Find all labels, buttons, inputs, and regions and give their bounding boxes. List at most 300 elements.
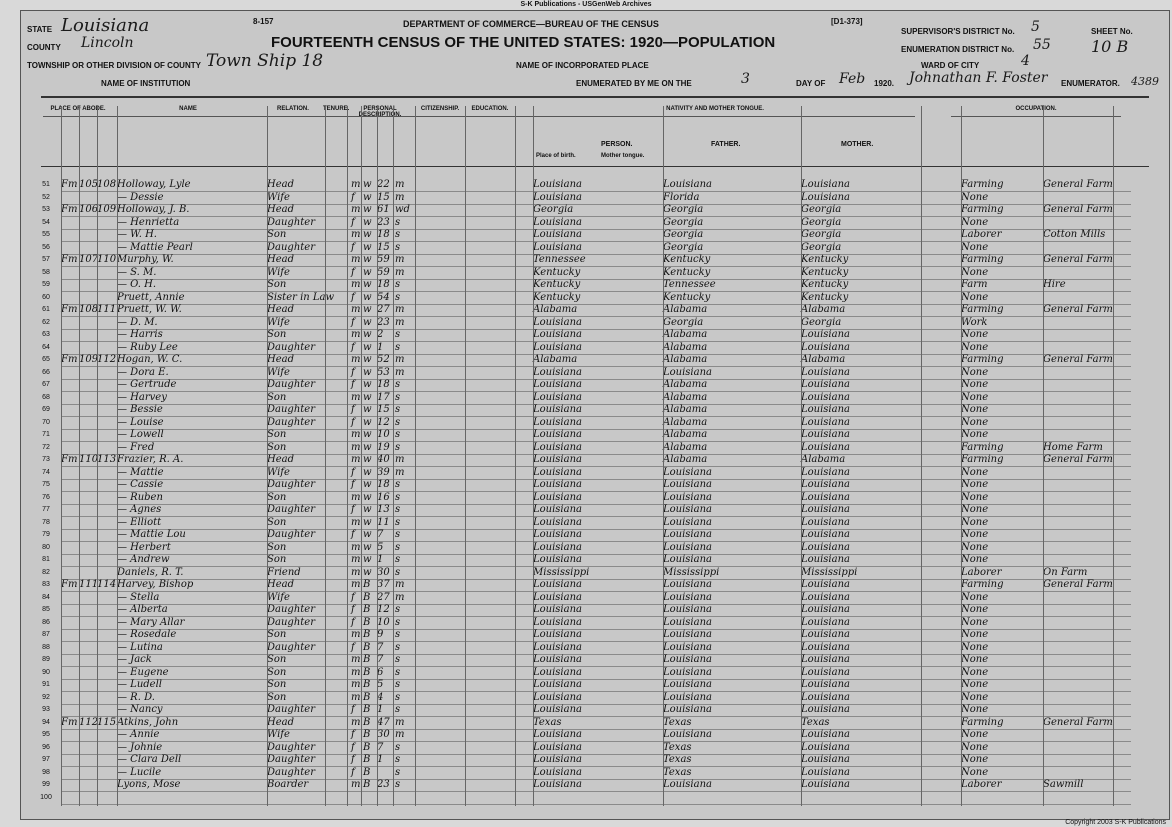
cell-f: [97, 642, 115, 654]
column-rule: [533, 106, 534, 806]
cell-fb: Tennessee: [663, 279, 716, 290]
cell-race: w: [363, 454, 372, 465]
cell-fb: Louisiana: [663, 479, 712, 490]
cell-f: [97, 529, 115, 541]
cell-f: [97, 592, 115, 604]
line-number: 95: [42, 731, 50, 738]
cell-race: B: [363, 641, 371, 653]
cell-race: w: [363, 566, 372, 578]
cell-h: [79, 492, 97, 504]
cell-race: w: [363, 441, 372, 453]
cell-birth: Louisiana: [533, 554, 582, 565]
cell-fb: Louisiana: [663, 179, 712, 190]
cell-ms: m: [395, 454, 405, 465]
cell-age: 52: [377, 354, 390, 365]
cell-age: 7: [377, 654, 384, 665]
cell-mb: Louisiana: [801, 479, 850, 490]
cell-f: [97, 692, 115, 704]
line-number: 51: [42, 181, 50, 188]
table-row: [42, 454, 1131, 467]
cell-name: Holloway, Lyle: [117, 179, 191, 190]
cell-occ: None: [961, 641, 989, 653]
cell-race: w: [363, 329, 372, 340]
line-number: 57: [42, 256, 50, 263]
cell-name: — Cassie: [117, 479, 164, 490]
cell-rel: Daughter: [267, 704, 315, 715]
cell-ms: s: [395, 404, 401, 415]
cell-h: [79, 567, 97, 579]
cell-f: [97, 292, 115, 304]
cell-f: [97, 604, 115, 616]
cell-ms: m: [395, 179, 405, 190]
cell-fb: Alabama: [663, 304, 708, 315]
cell-mb: Louisiana: [801, 579, 850, 590]
cell-dw: [61, 592, 79, 604]
cell-h: 106: [79, 204, 99, 215]
cell-h: [79, 479, 97, 491]
cell-birth: Louisiana: [533, 729, 582, 740]
line-number: 100: [40, 793, 52, 801]
cell-age: 47: [377, 716, 390, 728]
cell-age: 5: [377, 541, 384, 553]
cell-h: [79, 667, 97, 679]
cell-name: — W. H.: [117, 229, 157, 240]
column-number-rule: [41, 166, 1149, 167]
line-number: 82: [42, 568, 50, 576]
cell-mb: Louisiana: [801, 691, 850, 703]
cell-f: [97, 329, 115, 341]
cell-ind: [1043, 242, 1113, 254]
cell-name: — Eugene: [117, 666, 169, 678]
cell-occ: None: [961, 504, 989, 515]
table-row: [42, 254, 1131, 267]
cell-fb: Georgia: [663, 204, 704, 215]
cell-race: B: [363, 679, 371, 690]
cell-rel: Head: [267, 579, 295, 590]
column-rule: [361, 106, 362, 806]
cell-occ: None: [961, 216, 989, 228]
cell-sex: m: [351, 254, 361, 265]
cell-fb: Louisiana: [663, 641, 712, 653]
cell-name: — Ruby Lee: [117, 341, 178, 353]
cell-sex: f: [351, 366, 355, 378]
cell-birth: Alabama: [533, 304, 578, 315]
cell-sex: m: [351, 391, 361, 403]
line-number: 53: [42, 206, 50, 213]
cell-birth: Louisiana: [533, 416, 582, 428]
cell-dw: [61, 567, 79, 579]
table-row: [42, 566, 1131, 580]
cell-rel: Head: [267, 716, 295, 728]
cell-occ: Farming: [961, 179, 1004, 190]
cell-f: [97, 567, 115, 579]
line-number: 56: [42, 243, 50, 251]
cell-birth: Louisiana: [533, 629, 582, 640]
cell-ind: [1043, 629, 1113, 641]
cell-age: 18: [377, 379, 390, 390]
cell-age: 15: [377, 404, 390, 415]
cell-h: [79, 754, 97, 766]
cell-sex: m: [351, 566, 361, 578]
cell-mb: Louisiana: [801, 616, 850, 628]
cell-dw: [61, 492, 79, 504]
cell-dw: [61, 642, 79, 654]
table-row: [42, 279, 1131, 292]
cell-occ: Farming: [961, 204, 1004, 215]
table-row: [42, 416, 1131, 430]
cell-h: 111: [79, 579, 99, 590]
line-number: 52: [42, 193, 50, 201]
cell-race: B: [363, 591, 371, 603]
cell-birth: Louisiana: [533, 679, 582, 690]
cell-name: — Herbert: [117, 541, 171, 553]
line-number: 88: [42, 643, 50, 651]
cell-h: [79, 417, 97, 429]
cell-fb: Georgia: [663, 316, 704, 328]
cell-age: 17: [377, 391, 390, 403]
cell-f: [97, 667, 115, 679]
cell-h: 107: [79, 254, 99, 265]
table-row: [42, 604, 1131, 617]
cell-dw: [61, 342, 79, 354]
cell-sex: m: [351, 491, 361, 503]
cell-ind: Hire: [1043, 279, 1066, 290]
cell-h: [79, 192, 97, 204]
cell-age: 18: [377, 229, 390, 240]
cell-name: — S. M.: [117, 266, 157, 278]
line-number: 98: [42, 768, 50, 776]
cell-sex: m: [351, 516, 361, 528]
cell-rel: Son: [267, 516, 287, 528]
cell-name: — Ludell: [117, 679, 162, 690]
table-row: [42, 779, 1131, 792]
cell-dw: [61, 217, 79, 229]
cell-ind: [1043, 767, 1113, 779]
cell-f: 112: [97, 354, 117, 365]
cell-mb: Georgia: [801, 229, 842, 240]
cell-age: 4: [377, 691, 384, 703]
cell-name: — Bessie: [117, 404, 163, 415]
cell-ms: s: [395, 779, 401, 790]
cell-fb: Alabama: [663, 329, 708, 340]
cell-rel: Wife: [267, 591, 290, 603]
cell-rel: Head: [267, 204, 295, 215]
cell-rel: Wife: [267, 266, 290, 278]
cell-race: w: [363, 379, 372, 390]
cell-ind: General Farm: [1043, 179, 1113, 190]
cell-sex: f: [351, 754, 355, 765]
cell-f: [97, 392, 115, 404]
cell-occ: None: [961, 629, 989, 640]
cell-sex: f: [351, 291, 355, 303]
header-rule: [41, 96, 1149, 99]
cell-dw: Fm: [61, 579, 78, 590]
column-rule: [377, 106, 378, 806]
census-table: [40, 179, 1131, 804]
cell-h: [79, 329, 97, 341]
cell-race: w: [363, 429, 372, 440]
cell-occ: Farming: [961, 716, 1004, 728]
cell-h: [79, 779, 97, 791]
cell-name: Harvey, Bishop: [117, 579, 194, 590]
cell-sex: f: [351, 404, 355, 415]
cell-birth: Louisiana: [533, 391, 582, 403]
cell-mb: Alabama: [801, 304, 846, 315]
table-row: [42, 191, 1131, 205]
cell-birth: Louisiana: [533, 179, 582, 190]
cell-f: [97, 467, 115, 479]
cell-name: — Mattie Pearl: [117, 241, 193, 253]
cell-rel: Daughter: [267, 479, 315, 490]
cell-fb: Kentucky: [663, 291, 711, 303]
column-rule: [961, 106, 962, 806]
cell-mb: Louisiana: [801, 704, 850, 715]
cell-dw: [61, 617, 79, 629]
cell-rel: Daughter: [267, 241, 315, 253]
table-row: [42, 504, 1131, 517]
table-row: [42, 529, 1131, 542]
cell-ms: m: [395, 466, 405, 478]
line-number: 83: [42, 581, 50, 588]
cell-f: [97, 492, 115, 504]
cell-race: w: [363, 216, 372, 228]
cell-ind: [1043, 467, 1113, 479]
cell-h: [79, 729, 97, 741]
cell-ms: s: [395, 216, 401, 228]
cell-dw: Fm: [61, 254, 78, 265]
cell-h: [79, 217, 97, 229]
column-rule: [663, 106, 664, 806]
cell-name: — Dora E.: [117, 366, 169, 378]
ward-label: WARD OF CITY: [921, 61, 980, 70]
cell-h: [79, 617, 97, 629]
cell-mb: Louisiana: [801, 366, 850, 378]
cell-occ: Laborer: [961, 779, 1002, 790]
cell-h: [79, 292, 97, 304]
cell-f: [97, 554, 115, 566]
column-rule: [117, 106, 118, 806]
cell-ms: s: [395, 691, 401, 703]
column-rule: [79, 106, 80, 806]
cell-ms: m: [395, 316, 405, 328]
cell-age: 18: [377, 279, 390, 290]
cell-h: [79, 704, 97, 716]
line-number: 61: [42, 306, 50, 313]
cell-occ: None: [961, 704, 989, 715]
cell-f: [97, 517, 115, 529]
table-row: [42, 579, 1131, 592]
cell-race: w: [363, 541, 372, 553]
cell-name: — Louise: [117, 416, 164, 428]
cell-name: — Mattie: [117, 466, 164, 478]
table-row: [42, 541, 1131, 555]
cell-name: — Lowell: [117, 429, 164, 440]
cell-sex: f: [351, 379, 355, 390]
cell-birth: Louisiana: [533, 404, 582, 415]
cell-mb: Louisiana: [801, 754, 850, 765]
cell-birth: Kentucky: [533, 291, 581, 303]
cell-rel: Wife: [267, 466, 290, 478]
cell-fb: Louisiana: [663, 554, 712, 565]
cell-name: — Nancy: [117, 704, 163, 715]
cell-fb: Louisiana: [663, 679, 712, 690]
cell-dw: [61, 742, 79, 754]
mother-subhead: MOTHER.: [841, 141, 874, 148]
line-number: 97: [42, 756, 50, 763]
cell-name: Murphy, W.: [117, 254, 174, 265]
cell-mb: Louisiana: [801, 741, 850, 753]
cell-birth: Louisiana: [533, 616, 582, 628]
incorporated-label: NAME OF INCORPORATED PLACE: [516, 61, 649, 70]
cell-race: w: [363, 316, 372, 328]
cell-f: [97, 654, 115, 666]
cell-ms: s: [395, 341, 401, 353]
cell-race: B: [363, 691, 371, 703]
cell-sex: [351, 792, 361, 804]
cell-occ: None: [961, 541, 989, 553]
cell-occ: None: [961, 591, 989, 603]
cell-sex: m: [351, 779, 361, 790]
cell-dw: [61, 329, 79, 341]
cell-mb: Kentucky: [801, 254, 849, 265]
cell-ms: s: [395, 529, 401, 540]
line-number: 99: [42, 781, 50, 788]
cell-f: 115: [97, 716, 117, 728]
cell-f: [97, 504, 115, 516]
cell-occ: None: [961, 429, 989, 440]
cell-fb: Alabama: [663, 341, 708, 353]
cell-name: — Harvey: [117, 391, 167, 403]
cell-mb: Louisiana: [801, 729, 850, 740]
table-row: [42, 704, 1131, 717]
cell-occ: None: [961, 416, 989, 428]
cell-fb: Mississippi: [663, 566, 720, 578]
table-row: [42, 366, 1131, 380]
cell-sex: m: [351, 541, 361, 553]
cell-dw: [61, 267, 79, 279]
cell-birth: Louisiana: [533, 479, 582, 490]
cell-age: 9: [377, 629, 384, 640]
cell-mb: Louisiana: [801, 529, 850, 540]
cell-rel: Boarder: [267, 779, 309, 790]
cell-fb: Louisiana: [663, 704, 712, 715]
cell-occ: None: [961, 554, 989, 565]
cell-name: Pruett, Annie: [117, 291, 185, 303]
cell-age: 53: [377, 366, 390, 378]
cell-ind: [1043, 379, 1113, 391]
archive-banner: S-K Publications - USGenWeb Archives: [520, 1, 652, 8]
table-row: [42, 716, 1131, 730]
cell-rel: Daughter: [267, 766, 315, 778]
table-row: [42, 479, 1131, 492]
cell-age: 7: [377, 641, 384, 653]
cell-sex: m: [351, 691, 361, 703]
cell-f: [97, 779, 115, 791]
cell-age: 16: [377, 491, 390, 503]
cell-sex: m: [351, 579, 361, 590]
cell-birth: Tennessee: [533, 254, 586, 265]
cell-dw: [61, 629, 79, 641]
sheet-value: 10 B: [1091, 37, 1129, 56]
line-number: 78: [42, 518, 50, 526]
cell-mb: Louisiana: [801, 441, 850, 453]
cell-dw: [61, 542, 79, 554]
line-number: 67: [42, 381, 50, 388]
cell-ms: s: [395, 429, 401, 440]
group-personal: PERSONAL DESCRIPTION.: [345, 106, 415, 117]
cell-race: w: [363, 416, 372, 428]
cell-dw: [61, 279, 79, 291]
cell-fb: Louisiana: [663, 629, 712, 640]
cell-dw: [61, 317, 79, 329]
cell-ind: General Farm: [1043, 254, 1113, 265]
cell-rel: Sister in Law: [267, 291, 335, 303]
cell-ind: [1043, 192, 1113, 204]
cell-h: [79, 404, 97, 416]
cell-h: 109: [79, 354, 99, 365]
cell-race: w: [363, 554, 372, 565]
table-row: [42, 491, 1131, 505]
cell-sex: f: [351, 641, 355, 653]
cell-ms: m: [395, 716, 405, 728]
cell-mb: Louisiana: [801, 629, 850, 640]
cell-ind: Sawmill: [1043, 779, 1084, 790]
cell-dw: [61, 429, 79, 441]
cell-mb: Louisiana: [801, 554, 850, 565]
table-row: [42, 554, 1131, 567]
cell-sex: m: [351, 629, 361, 640]
cell-fb: Alabama: [663, 354, 708, 365]
mother-tongue-subhead: Mother tongue.: [601, 153, 645, 159]
table-row: [42, 766, 1131, 780]
cell-rel: Daughter: [267, 216, 315, 228]
cell-fb: Florida: [663, 191, 700, 203]
cell-rel: Daughter: [267, 604, 315, 615]
cell-age: 22: [377, 179, 390, 190]
cell-race: w: [363, 341, 372, 353]
cell-sex: m: [351, 354, 361, 365]
cell-mb: Louisiana: [801, 679, 850, 690]
cell-ind: [1043, 642, 1113, 654]
cell-birth: Kentucky: [533, 279, 581, 290]
supervisor-value: 5: [1031, 19, 1040, 35]
cell-mb: Louisiana: [801, 341, 850, 353]
cell-age: 40: [377, 454, 390, 465]
cell-sex: m: [351, 441, 361, 453]
line-number: 72: [42, 443, 50, 451]
cell-dw: [61, 479, 79, 491]
cell-occ: None: [961, 666, 989, 678]
cell-h: [79, 554, 97, 566]
cell-mb: Georgia: [801, 216, 842, 228]
cell-rel: Son: [267, 654, 287, 665]
cell-race: B: [363, 654, 371, 665]
cell-mb: [801, 792, 881, 804]
line-number: 58: [42, 268, 50, 276]
cell-sex: m: [351, 716, 361, 728]
cell-fb: Louisiana: [663, 666, 712, 678]
cell-ms: s: [395, 554, 401, 565]
cell-birth: [533, 792, 613, 804]
cell-sex: m: [351, 179, 361, 190]
cell-ind: [1043, 754, 1113, 766]
cell-age: 61: [377, 204, 390, 215]
cell-age: 27: [377, 591, 390, 603]
cell-birth: Louisiana: [533, 691, 582, 703]
cell-ind: General Farm: [1043, 579, 1113, 590]
cell-ind: [1043, 654, 1113, 666]
cell-mb: Louisiana: [801, 329, 850, 340]
